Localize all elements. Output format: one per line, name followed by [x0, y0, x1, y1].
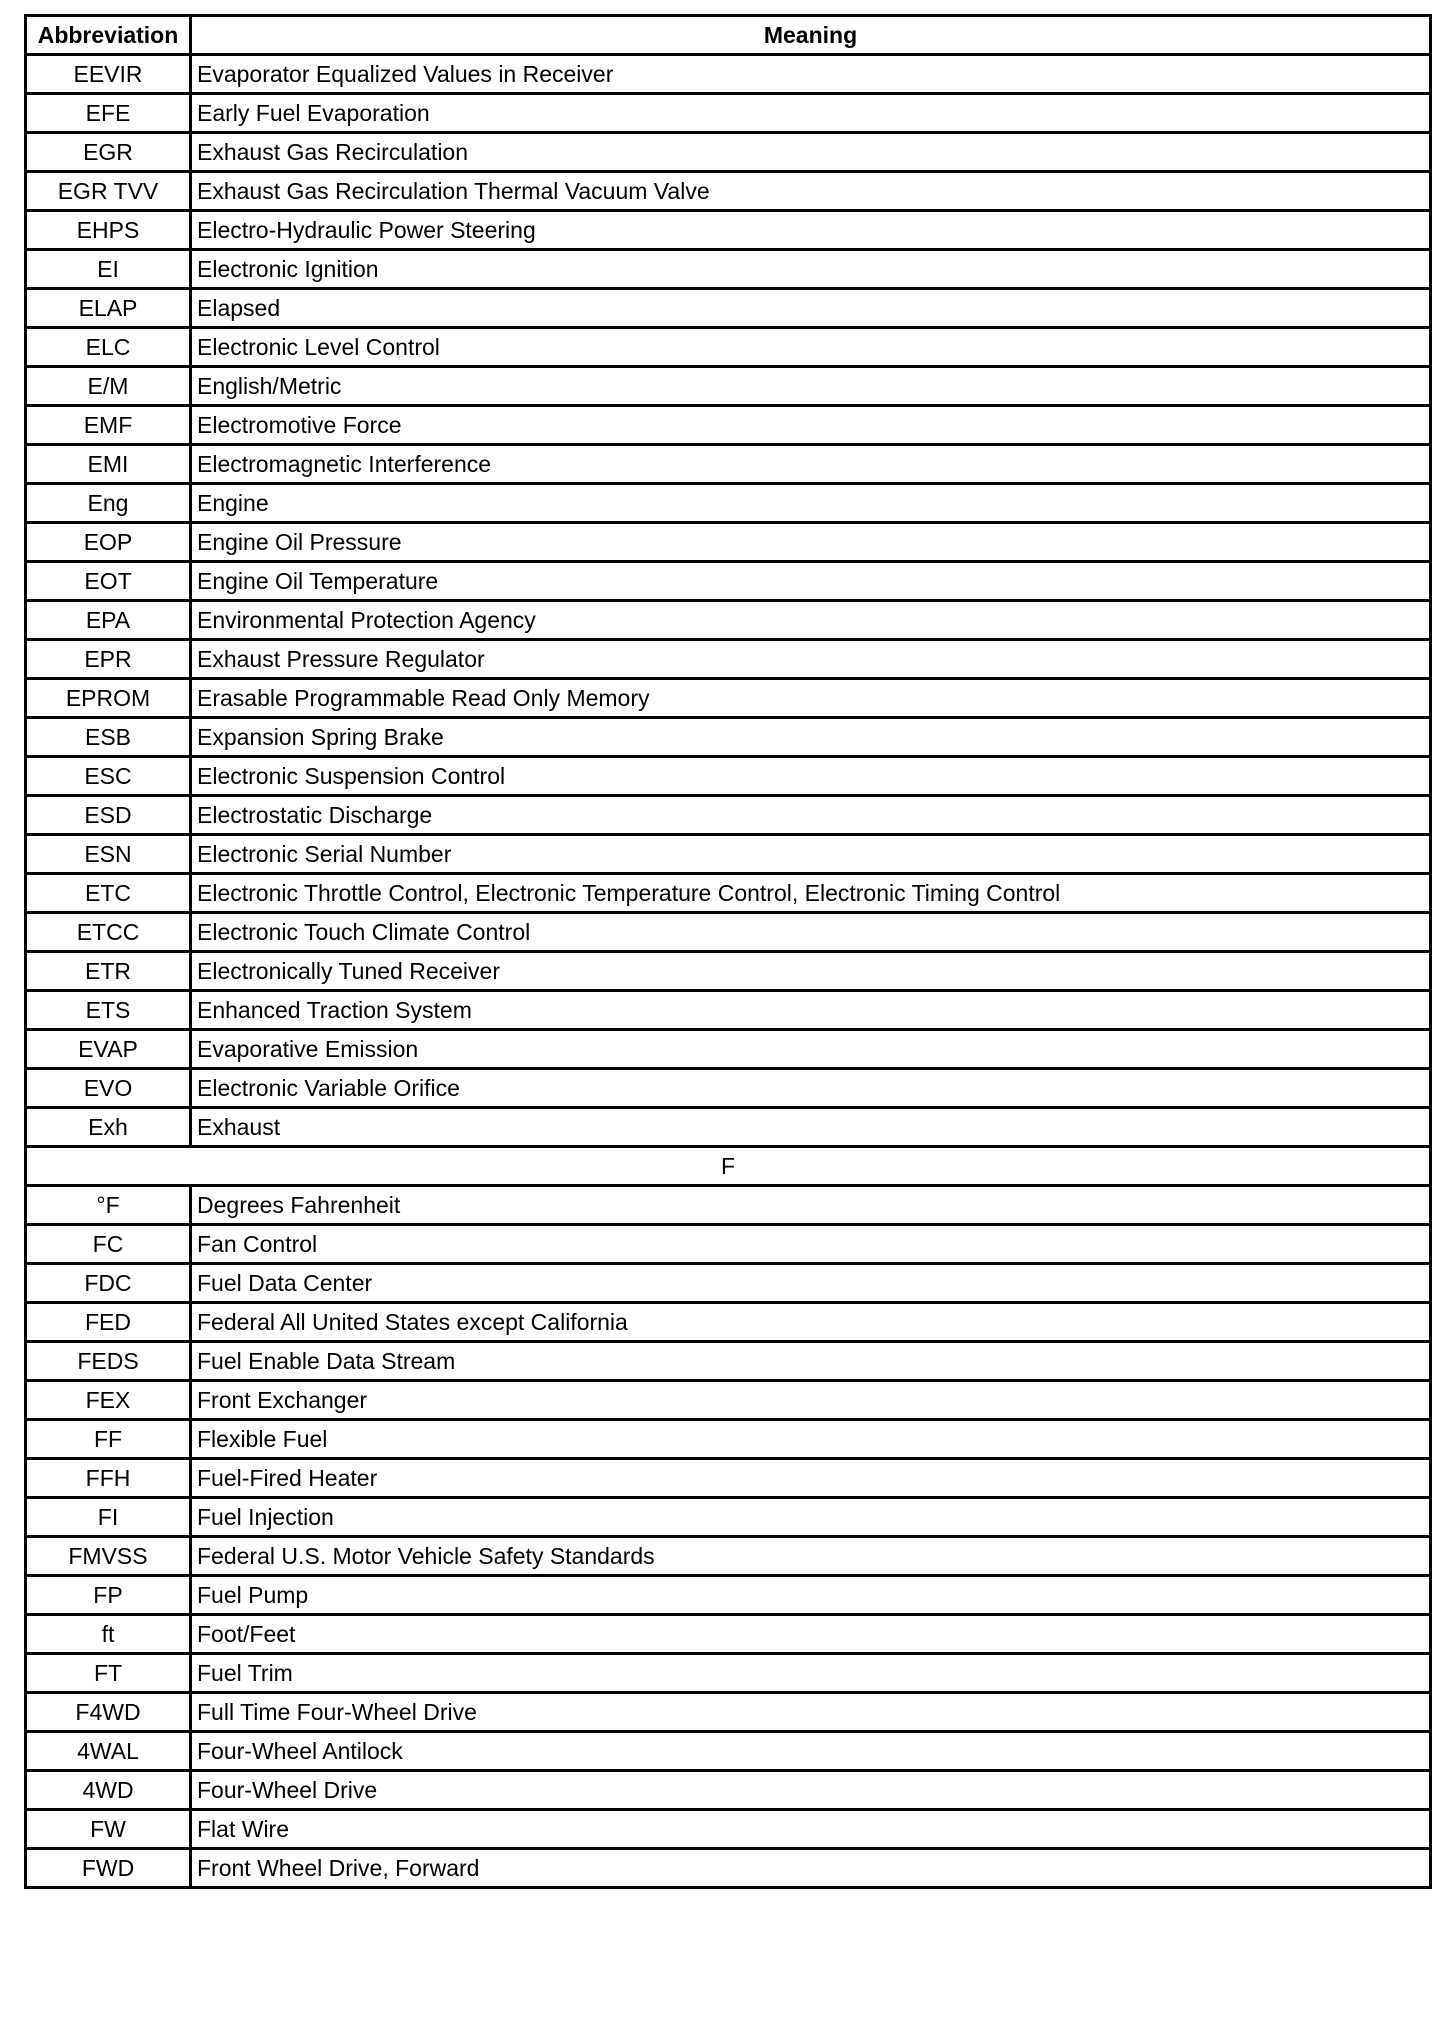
- table-row: [26, 874, 1431, 913]
- meaning-cell: Exhaust Pressure Regulator: [191, 640, 1431, 679]
- abbreviation-cell: FMVSS: [26, 1537, 191, 1576]
- abbreviation-cell: EEVIR: [26, 55, 191, 94]
- meaning-cell: Fan Control: [191, 1225, 1431, 1264]
- meaning-cell: Electromotive Force: [191, 406, 1431, 445]
- table-row: [26, 757, 1431, 796]
- meaning-cell: Front Exchanger: [191, 1381, 1431, 1420]
- table-row: [26, 445, 1431, 484]
- table-row: [26, 1303, 1431, 1342]
- abbreviation-cell: EI: [26, 250, 191, 289]
- table-row: [26, 991, 1431, 1030]
- abbreviation-cell: EOT: [26, 562, 191, 601]
- table-row: [26, 1225, 1431, 1264]
- meaning-cell: Electronic Touch Climate Control: [191, 913, 1431, 952]
- table-row: [26, 562, 1431, 601]
- table-row: [26, 601, 1431, 640]
- abbreviation-cell: ELC: [26, 328, 191, 367]
- abbreviation-cell: FEDS: [26, 1342, 191, 1381]
- table-row: [26, 523, 1431, 562]
- abbreviation-cell: EVAP: [26, 1030, 191, 1069]
- meaning-cell: Fuel Data Center: [191, 1264, 1431, 1303]
- abbreviation-cell: FI: [26, 1498, 191, 1537]
- table-row: [26, 913, 1431, 952]
- table-row: [26, 328, 1431, 367]
- table-row: [26, 1849, 1431, 1888]
- table-row: [26, 640, 1431, 679]
- table-row: [26, 1108, 1431, 1147]
- meaning-cell: Engine Oil Temperature: [191, 562, 1431, 601]
- table-row: [26, 1186, 1431, 1225]
- abbreviation-cell: FDC: [26, 1264, 191, 1303]
- abbreviation-column-header: Abbreviation: [26, 16, 191, 55]
- table-row: [26, 1459, 1431, 1498]
- abbreviation-cell: Eng: [26, 484, 191, 523]
- meaning-cell: Electro-Hydraulic Power Steering: [191, 211, 1431, 250]
- table-row: [26, 679, 1431, 718]
- abbreviation-cell: FT: [26, 1654, 191, 1693]
- meaning-cell: Engine: [191, 484, 1431, 523]
- meaning-cell: Fuel Enable Data Stream: [191, 1342, 1431, 1381]
- table-row: [26, 1342, 1431, 1381]
- table-row: [26, 835, 1431, 874]
- abbreviation-table: [24, 14, 1432, 1889]
- abbreviation-cell: FED: [26, 1303, 191, 1342]
- meaning-cell: Exhaust: [191, 1108, 1431, 1147]
- meaning-cell: Electronic Level Control: [191, 328, 1431, 367]
- abbreviation-cell: EVO: [26, 1069, 191, 1108]
- abbreviation-cell: EGR: [26, 133, 191, 172]
- section-letter-f: F: [26, 1147, 1431, 1186]
- meaning-cell: Electronic Throttle Control, Electronic Temperature Control, Electronic Timing Control: [191, 874, 1431, 913]
- table-row: [26, 133, 1431, 172]
- meaning-cell: Four-Wheel Drive: [191, 1771, 1431, 1810]
- abbreviation-cell: EFE: [26, 94, 191, 133]
- abbreviation-cell: °F: [26, 1186, 191, 1225]
- table-row: [26, 796, 1431, 835]
- abbreviation-cell: ETR: [26, 952, 191, 991]
- abbreviation-cell: ft: [26, 1615, 191, 1654]
- abbreviation-cell: ELAP: [26, 289, 191, 328]
- table-row: [26, 952, 1431, 991]
- table-row: [26, 718, 1431, 757]
- meaning-cell: Full Time Four-Wheel Drive: [191, 1693, 1431, 1732]
- abbreviation-cell: FFH: [26, 1459, 191, 1498]
- meaning-cell: Degrees Fahrenheit: [191, 1186, 1431, 1225]
- meaning-cell: Early Fuel Evaporation: [191, 94, 1431, 133]
- meaning-cell: Erasable Programmable Read Only Memory: [191, 679, 1431, 718]
- abbreviation-cell: ETS: [26, 991, 191, 1030]
- table-row: [26, 94, 1431, 133]
- abbreviation-cell: EPROM: [26, 679, 191, 718]
- table-row: [26, 1420, 1431, 1459]
- table-row: [26, 1537, 1431, 1576]
- abbreviation-cell: FEX: [26, 1381, 191, 1420]
- meaning-column-header: Meaning: [191, 16, 1431, 55]
- table-row: [26, 1732, 1431, 1771]
- abbreviation-cell: EOP: [26, 523, 191, 562]
- table-row: [26, 289, 1431, 328]
- table-row: [26, 1069, 1431, 1108]
- table-row: [26, 55, 1431, 94]
- abbreviation-cell: ESC: [26, 757, 191, 796]
- abbreviation-cell: ETCC: [26, 913, 191, 952]
- table-row: [26, 1576, 1431, 1615]
- meaning-cell: Electronic Variable Orifice: [191, 1069, 1431, 1108]
- meaning-cell: Exhaust Gas Recirculation: [191, 133, 1431, 172]
- abbreviation-cell: FWD: [26, 1849, 191, 1888]
- meaning-cell: Four-Wheel Antilock: [191, 1732, 1431, 1771]
- meaning-cell: Flexible Fuel: [191, 1420, 1431, 1459]
- table-row: [26, 211, 1431, 250]
- table-row: [26, 1615, 1431, 1654]
- abbreviation-cell: EPR: [26, 640, 191, 679]
- abbreviation-cell: ESD: [26, 796, 191, 835]
- abbreviation-cell: EMF: [26, 406, 191, 445]
- meaning-cell: Flat Wire: [191, 1810, 1431, 1849]
- meaning-cell: Elapsed: [191, 289, 1431, 328]
- meaning-cell: Fuel Pump: [191, 1576, 1431, 1615]
- meaning-cell: Foot/Feet: [191, 1615, 1431, 1654]
- abbreviation-cell: EHPS: [26, 211, 191, 250]
- abbreviation-cell: FF: [26, 1420, 191, 1459]
- abbreviation-cell: EGR TVV: [26, 172, 191, 211]
- abbreviation-cell: FP: [26, 1576, 191, 1615]
- table-row: [26, 250, 1431, 289]
- meaning-cell: Federal U.S. Motor Vehicle Safety Standards: [191, 1537, 1431, 1576]
- abbreviation-cell: Exh: [26, 1108, 191, 1147]
- abbreviation-cell: E/M: [26, 367, 191, 406]
- meaning-cell: Electronically Tuned Receiver: [191, 952, 1431, 991]
- table-row: [26, 1381, 1431, 1420]
- meaning-cell: Electrostatic Discharge: [191, 796, 1431, 835]
- meaning-cell: Front Wheel Drive, Forward: [191, 1849, 1431, 1888]
- table-body: [26, 55, 1431, 1888]
- meaning-cell: Evaporator Equalized Values in Receiver: [191, 55, 1431, 94]
- section-header-row: [26, 1147, 1431, 1186]
- meaning-cell: Fuel-Fired Heater: [191, 1459, 1431, 1498]
- meaning-cell: English/Metric: [191, 367, 1431, 406]
- abbreviation-cell: ESB: [26, 718, 191, 757]
- meaning-cell: Engine Oil Pressure: [191, 523, 1431, 562]
- abbreviation-table-container: [24, 14, 1429, 1889]
- meaning-cell: Enhanced Traction System: [191, 991, 1431, 1030]
- abbreviation-cell: F4WD: [26, 1693, 191, 1732]
- meaning-cell: Environmental Protection Agency: [191, 601, 1431, 640]
- meaning-cell: Electronic Suspension Control: [191, 757, 1431, 796]
- table-row: [26, 1264, 1431, 1303]
- meaning-cell: Expansion Spring Brake: [191, 718, 1431, 757]
- table-row: [26, 1771, 1431, 1810]
- abbreviation-cell: 4WAL: [26, 1732, 191, 1771]
- abbreviation-cell: EPA: [26, 601, 191, 640]
- table-row: [26, 1030, 1431, 1069]
- meaning-cell: Federal All United States except California: [191, 1303, 1431, 1342]
- table-row: [26, 367, 1431, 406]
- meaning-cell: Electronic Serial Number: [191, 835, 1431, 874]
- abbreviation-cell: ESN: [26, 835, 191, 874]
- abbreviation-cell: FW: [26, 1810, 191, 1849]
- meaning-cell: Fuel Injection: [191, 1498, 1431, 1537]
- abbreviation-cell: 4WD: [26, 1771, 191, 1810]
- abbreviation-cell: EMI: [26, 445, 191, 484]
- table-row: [26, 1654, 1431, 1693]
- table-row: [26, 1498, 1431, 1537]
- table-row: [26, 406, 1431, 445]
- abbreviation-cell: ETC: [26, 874, 191, 913]
- meaning-cell: Electromagnetic Interference: [191, 445, 1431, 484]
- meaning-cell: Electronic Ignition: [191, 250, 1431, 289]
- abbreviation-cell: FC: [26, 1225, 191, 1264]
- meaning-cell: Evaporative Emission: [191, 1030, 1431, 1069]
- table-row: [26, 1810, 1431, 1849]
- table-row: [26, 172, 1431, 211]
- meaning-cell: Exhaust Gas Recirculation Thermal Vacuum Valve: [191, 172, 1431, 211]
- table-row: [26, 1693, 1431, 1732]
- meaning-cell: Fuel Trim: [191, 1654, 1431, 1693]
- table-header-row: [26, 16, 1431, 55]
- table-row: [26, 484, 1431, 523]
